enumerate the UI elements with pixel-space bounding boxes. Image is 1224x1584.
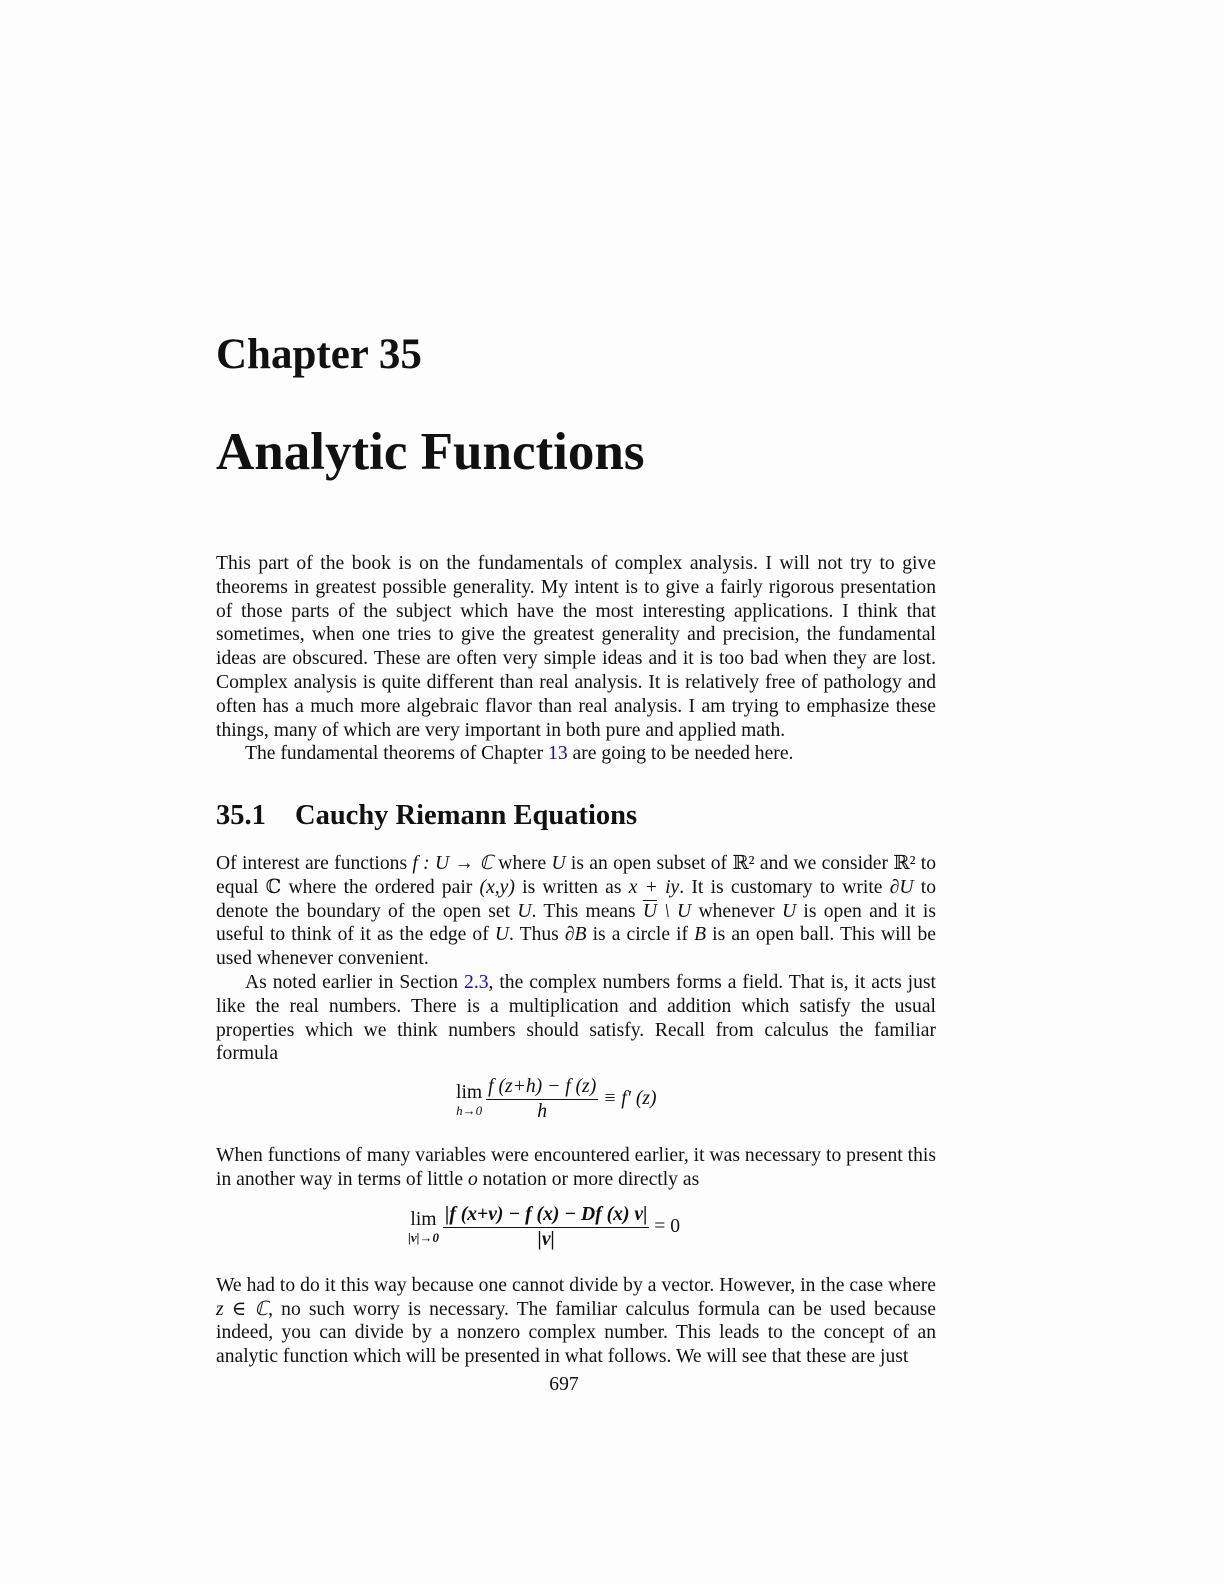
section-paragraph-4: We had to do it this way because one cannot divide by a vector. However, in the case where z ∈ ℂ, no such worry is necessary. The familiar calculus formula can be used because indeed, you can divide by a nonzero complex number. This leads to the concept of an analytic function which will be presented in what follows. We will see that these are just bbox=[216, 1274, 936, 1368]
chapter-label: Chapter 35 bbox=[216, 331, 422, 378]
equation-frechet bbox=[216, 1192, 936, 1274]
intro-paragraph-2: The fundamental theorems of Chapter 13 are going to be needed here. bbox=[245, 743, 794, 765]
section-title: Cauchy Riemann Equations bbox=[295, 800, 638, 831]
difference-quotient: $\frac{f (z+h) - f (z)}{h}$ bbox=[488, 1076, 597, 1123]
section-number: 35.1 bbox=[216, 800, 266, 831]
section-2-3-link[interactable]: 2.3 bbox=[464, 971, 489, 993]
frechet-quotient: $\frac{|f (x+v) - f (x) - Df (x) v|}{|v|}$ bbox=[445, 1203, 648, 1250]
limit-operator: lim h→0 bbox=[456, 1081, 483, 1118]
section-heading bbox=[216, 800, 637, 832]
intro-section bbox=[216, 552, 936, 766]
limit-operator-vector: lim |v|→0 bbox=[408, 1209, 439, 1246]
section-paragraph-2: As noted earlier in Section 2.3, the complex numbers forms a field. That is, it acts just like the real numbers. There is a multiplication and addition which satisfy the usual properties which we think numbers should satisfy. Recall from calculus the familiar formula bbox=[216, 971, 936, 1065]
intro-paragraph-1: This part of the book is on the fundamentals of complex analysis. I will not try to give theorems in greatest possible generality. My intent is to give a fairly rigorous presentation of those parts of the subject which have the most interesting applications. I think that sometimes, when one tries to give the greatest generality and precision, the fundamental ideas are obscured. These are often very simple ideas and it is too bad when they are lost. Complex analysis is quite different than real analysis. It is relatively free of pathology and often has a much more algebraic flavor than real analysis. I am trying to emphasize these things, many of which are very important in both pure and applied math. bbox=[216, 553, 936, 741]
section-body bbox=[216, 852, 936, 1369]
frechet-rhs: = 0 bbox=[654, 1215, 681, 1237]
section-paragraph-1: Of interest are functions f : U → ℂ where U is an open subset of ℝ² and we consider ℝ² to equal ℂ where the ordered pair (x,y) is written as x + iy. It is customary to write ∂U to denote the boundary of the open set U. This means $\overline{U}$ \ U whenever U is open and it is useful to think of it as the edge of U. Thus ∂B is a circle if B is an open ball. This will be used whenever convenient. bbox=[216, 853, 937, 970]
chapter-13-link[interactable]: 13 bbox=[548, 743, 568, 765]
derivative-rhs: ≡ f′ (z) bbox=[603, 1088, 657, 1110]
equation-derivative bbox=[216, 1066, 936, 1144]
page-number: 697 bbox=[549, 1374, 579, 1395]
section-paragraph-3: When functions of many variables were encountered earlier, it was necessary to present this in another way in terms of little o notation or more directly as bbox=[216, 1145, 936, 1190]
chapter-title: Analytic Functions bbox=[216, 423, 645, 481]
